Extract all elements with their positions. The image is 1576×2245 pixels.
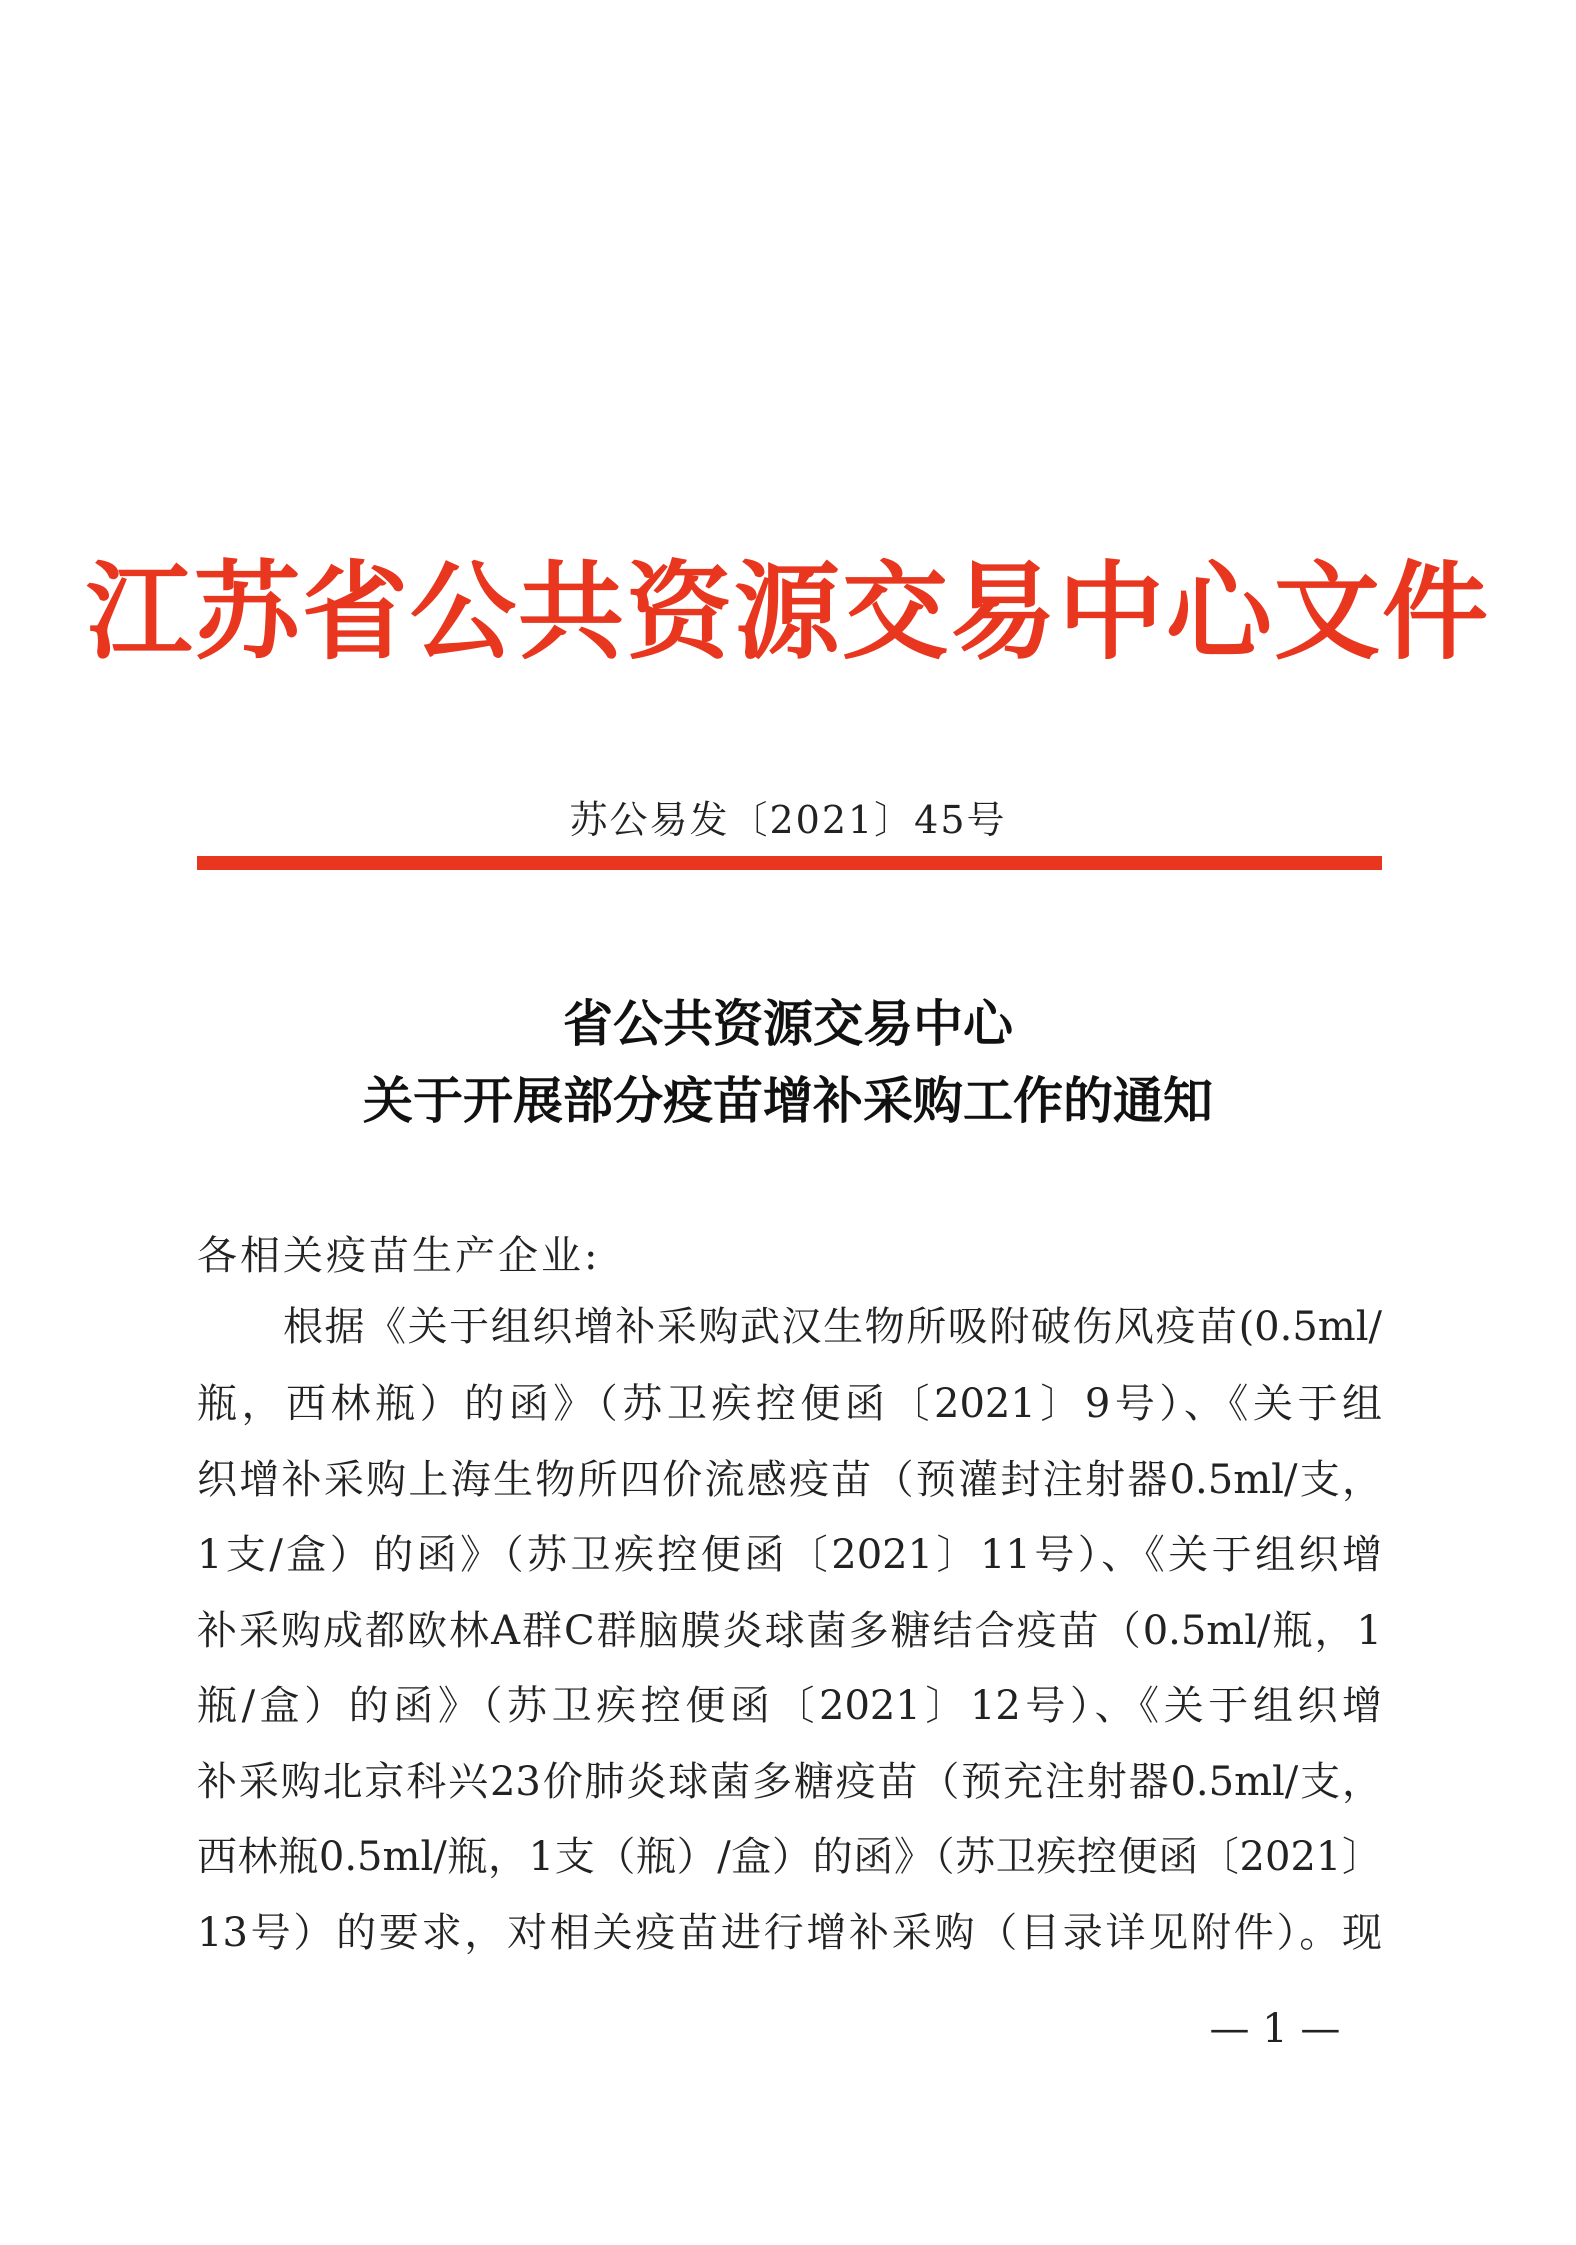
body-line-4: 1支/盒）的函》（苏卫疾控便函〔2021〕11号）、《关于组织增 [197, 1532, 1382, 1578]
body-line-8: 西林瓶0.5ml/瓶，1支（瓶）/盒）的函》（苏卫疾控便函〔2021〕 [197, 1834, 1382, 1880]
body-line-2: 瓶，西林瓶）的函》（苏卫疾控便函〔2021〕9号）、《关于组 [197, 1381, 1382, 1427]
page-number: — 1 — [1209, 2006, 1341, 2052]
body-line-5: 补采购成都欧林A群C群脑膜炎球菌多糖结合疫苗（0.5ml/瓶，1 [197, 1608, 1382, 1654]
body-line-3: 织增补采购上海生物所四价流感疫苗（预灌封注射器0.5ml/支， [197, 1457, 1382, 1503]
notice-title-line-2: 关于开展部分疫苗增补采购工作的通知 [363, 1071, 1213, 1130]
body-line-9: 13号）的要求，对相关疫苗进行增补采购（目录详见附件）。现 [197, 1910, 1382, 1956]
salutation: 各相关疫苗生产企业: [197, 1233, 601, 1279]
issuing-organization-title: 江苏省公共资源交易中心文件 [86, 551, 1490, 674]
body-line-6: 瓶/盒）的函》（苏卫疾控便函〔2021〕12号）、《关于组织增 [197, 1683, 1382, 1729]
body-line-1: 根据《关于组织增补采购武汉生物所吸附破伤风疫苗(0.5ml/ [283, 1304, 1382, 1350]
notice-title-line-1: 省公共资源交易中心 [563, 994, 1013, 1053]
document-number: 苏公易发〔2021〕45号 [569, 798, 1007, 842]
body-line-7: 补采购北京科兴23价肺炎球菌多糖疫苗（预充注射器0.5ml/支， [197, 1759, 1382, 1805]
red-separator-rule [197, 856, 1382, 870]
